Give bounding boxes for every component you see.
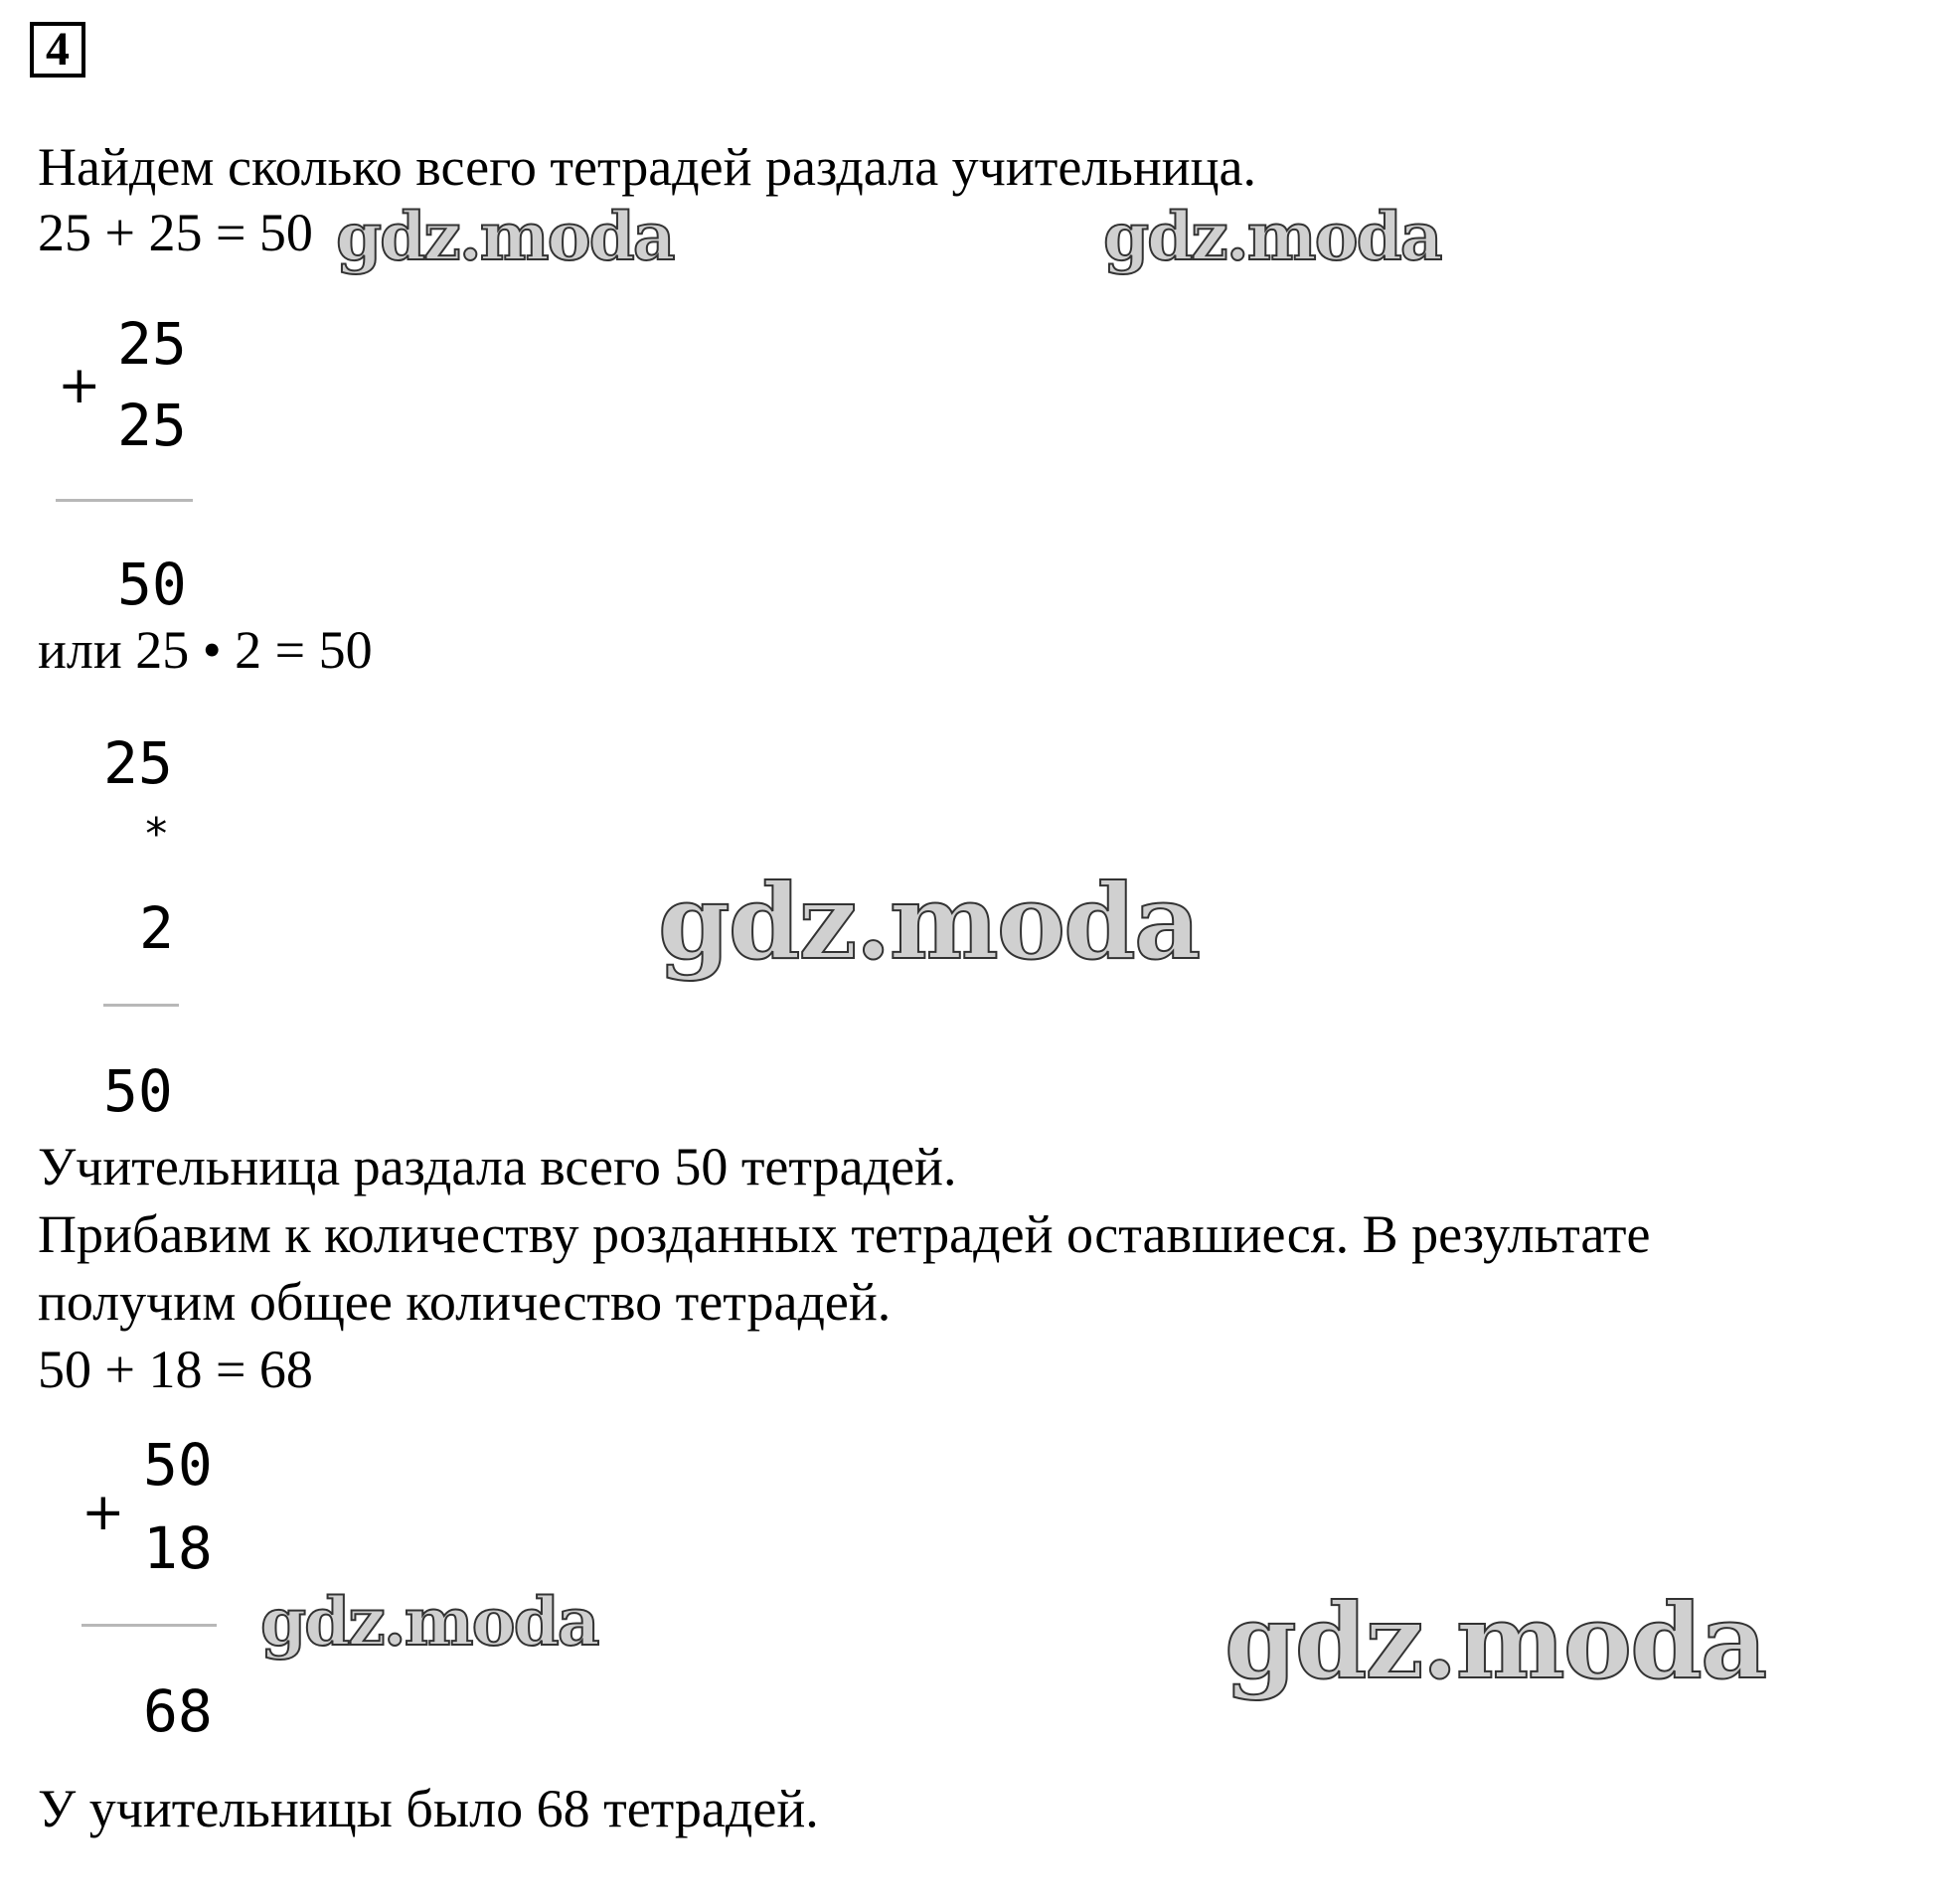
watermark: gdz.moda [260, 1583, 598, 1661]
column1-operator: + [58, 356, 101, 415]
column3-result: 68 [143, 1677, 213, 1745]
text-line-8: У учительницы было 68 тетрадей. [38, 1779, 819, 1838]
watermark: gdz.moda [336, 198, 674, 275]
text-line-3: или 25 • 2 = 50 [38, 620, 373, 680]
column1-addend-a: 25 [117, 310, 187, 378]
column2-result: 50 [103, 1057, 173, 1125]
column1-result: 50 [117, 551, 187, 618]
text-line-6: получим общее количество тетрадей. [38, 1272, 892, 1332]
column2-rule [103, 1004, 179, 1007]
column2-operator: * [143, 809, 170, 860]
column3-addend-b: 18 [143, 1514, 213, 1582]
task-number-box: 4 [30, 22, 85, 78]
column3-operator: + [82, 1483, 125, 1542]
text-line-1: Найдем сколько всего тетрадей раздала учительница. [38, 137, 1257, 197]
column3-addend-a: 50 [143, 1431, 213, 1499]
watermark: gdz.moda [1224, 1580, 1766, 1702]
watermark: gdz.moda [658, 861, 1200, 983]
text-line-7: 50 + 18 = 68 [38, 1340, 313, 1399]
column2-factor-a: 25 [103, 729, 173, 797]
text-line-2: 25 + 25 = 50 [38, 203, 313, 262]
column2-factor-b: 2 [139, 894, 174, 962]
column1-addend-b: 25 [117, 392, 187, 459]
watermark: gdz.moda [1103, 198, 1441, 275]
column3-rule [82, 1624, 217, 1627]
text-line-5: Прибавим к количеству розданных тетрадей оставшиеся. В результате [38, 1204, 1651, 1264]
text-line-4: Учительница раздала всего 50 тетрадей. [38, 1137, 957, 1196]
column1-rule [56, 499, 193, 502]
